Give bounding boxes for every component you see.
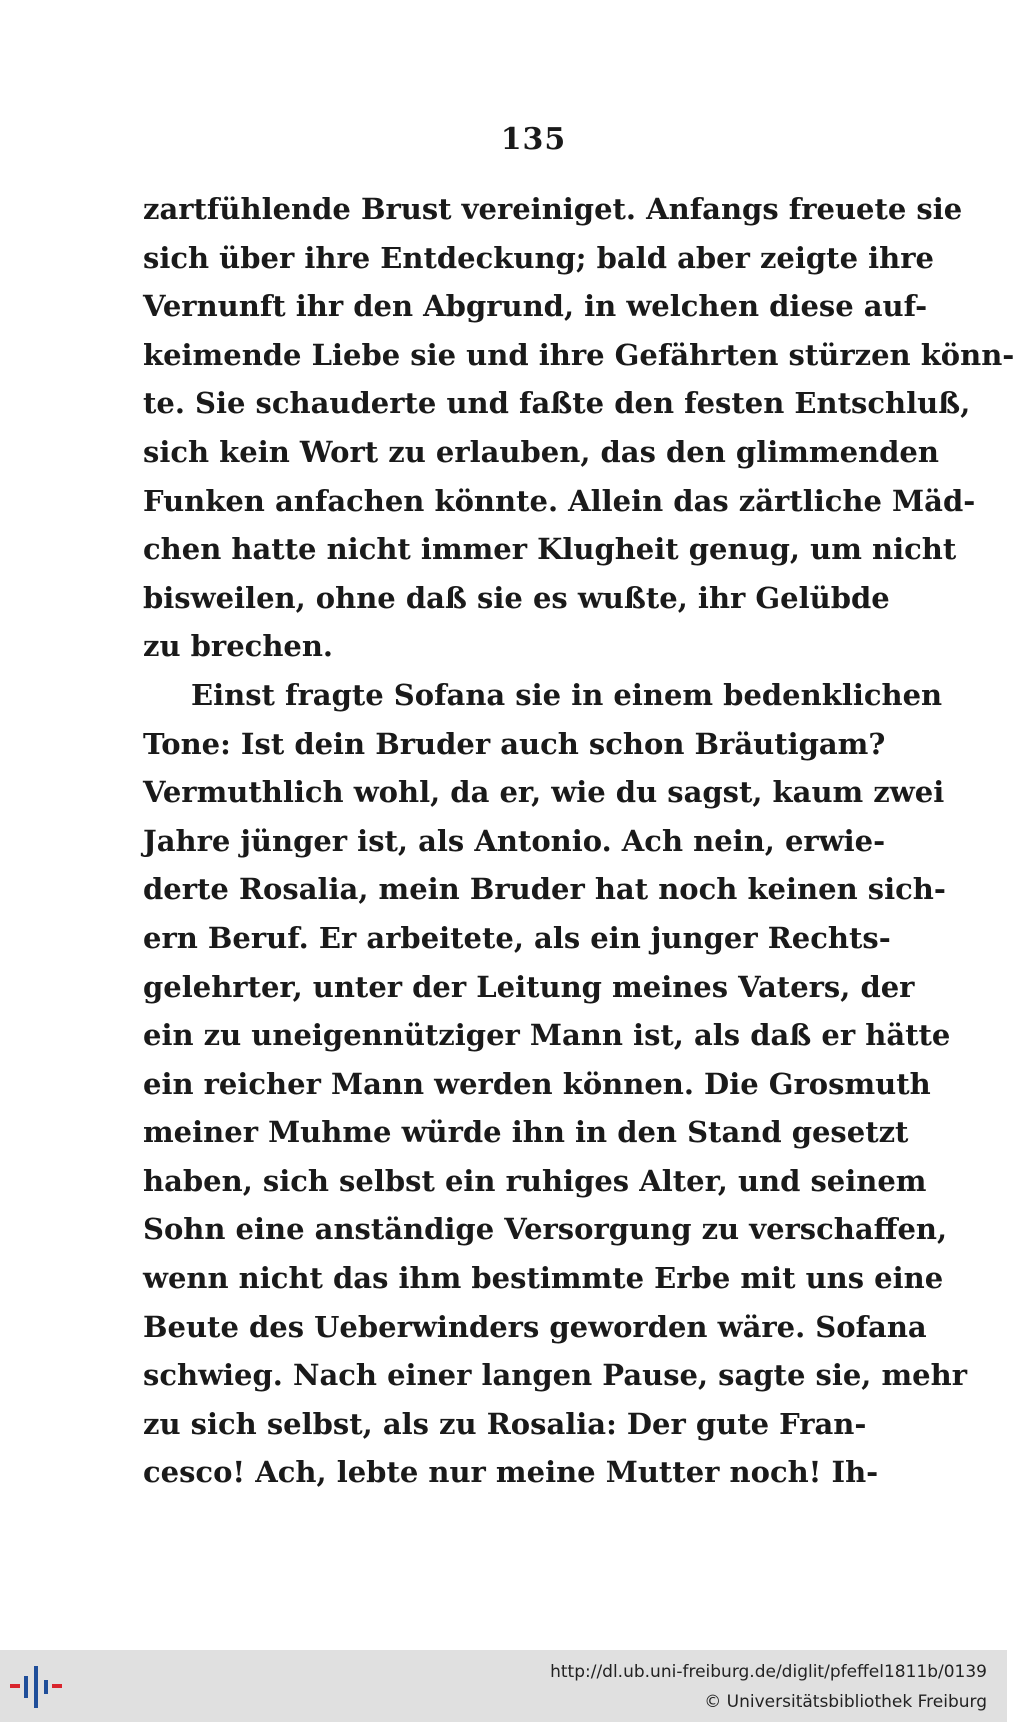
text-line: Einst fragte Sofana sie in einem bedenklichen	[191, 677, 943, 712]
text-line: ern Beruf. Er arbeitete, als ein junger Rechts-	[143, 920, 891, 955]
text-line: Vernunft ihr den Abgrund, in welchen diese auf-	[143, 289, 928, 324]
source-url-link[interactable]: http://dl.ub.uni-freiburg.de/diglit/pfeffel1811b/0139	[550, 1662, 987, 1682]
text-line: ein zu uneigennütziger Mann ist, als daß er hätte	[143, 1018, 951, 1053]
footer-bar	[0, 1650, 1007, 1722]
text-line: bisweilen, ohne daß sie es wußte, ihr Gelübde	[143, 580, 890, 615]
text-line: keimende Liebe sie und ihre Gefährten stürzen könn-	[143, 337, 1014, 372]
text-line: chen hatte nicht immer Klugheit genug, um nicht	[143, 532, 957, 567]
text-line: sich kein Wort zu erlauben, das den glimmenden	[143, 434, 939, 469]
text-line: Jahre jünger ist, als Antonio. Ach nein, erwie-	[143, 823, 886, 858]
text-line: Tone: Ist dein Bruder auch schon Bräutigam?	[143, 726, 886, 761]
ub-freiburg-logo-icon	[8, 1662, 64, 1712]
text-line: ein reicher Mann werden können. Die Grosmuth	[143, 1066, 931, 1101]
text-line: wenn nicht das ihm bestimmte Erbe mit uns eine	[143, 1261, 944, 1296]
text-line: zartfühlende Brust vereiniget. Anfangs freuete sie	[143, 192, 963, 226]
text-line: zu sich selbst, als zu Rosalia: Der gute Fran-	[143, 1406, 867, 1441]
copyright-text: © Universitätsbibliothek Freiburg	[704, 1692, 987, 1712]
text-line: zu brechen.	[143, 629, 334, 664]
text-line: cesco! Ach, lebte nur meine Mutter noch! Ih-	[143, 1455, 879, 1490]
text-line: te. Sie schauderte und faßte den festen Entschluß,	[143, 386, 971, 421]
page-number: 135	[500, 122, 567, 157]
text-line: sich über ihre Entdeckung; bald aber zeigte ihre	[143, 240, 934, 275]
text-line: meiner Muhme würde ihn in den Stand gesetzt	[143, 1115, 909, 1150]
text-line: Sohn eine anständige Versorgung zu verschaffen,	[143, 1212, 948, 1247]
text-line: haben, sich selbst ein ruhiges Alter, und seinem	[143, 1163, 927, 1198]
text-line: schwieg. Nach einer langen Pause, sagte sie, mehr	[143, 1358, 967, 1393]
text-line: derte Rosalia, mein Bruder hat noch keinen sich-	[143, 872, 946, 907]
body-text	[143, 185, 1014, 1497]
text-line: Beute des Ueberwinders geworden wäre. Sofana	[143, 1309, 927, 1344]
text-line: Funken anfachen könnte. Allein das zärtliche Mäd-	[143, 483, 976, 518]
text-line: gelehrter, unter der Leitung meines Vaters, der	[143, 969, 915, 1004]
text-line: Vermuthlich wohl, da er, wie du sagst, kaum zwei	[143, 775, 945, 810]
